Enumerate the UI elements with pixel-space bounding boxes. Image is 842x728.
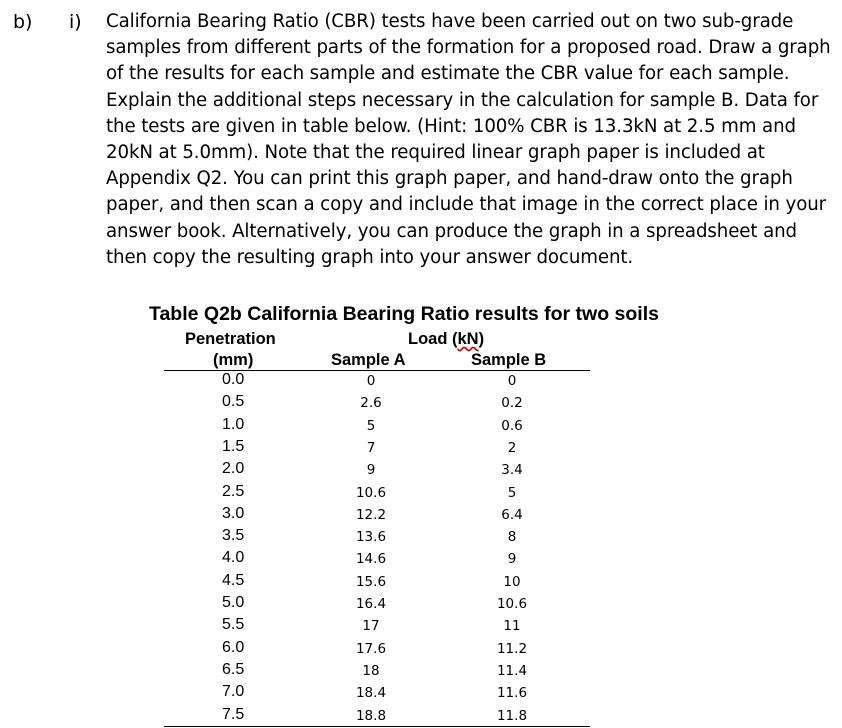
cell-penetration: 0.0 bbox=[222, 371, 245, 388]
cell-sample-b-value: 2 bbox=[507, 439, 517, 456]
cell-sample-b-value: 9 bbox=[507, 551, 517, 568]
table-title: Table Q2b California Bearing Ratio results for two soils bbox=[149, 303, 659, 325]
cell-penetration: 3.5 bbox=[222, 527, 245, 545]
cell-penetration: 4.5 bbox=[222, 571, 245, 589]
table-row bbox=[164, 705, 590, 727]
table-row bbox=[164, 415, 590, 437]
cell-penetration: 6.0 bbox=[222, 638, 245, 656]
table-row bbox=[164, 459, 590, 481]
cell-sample-a-value: 16.4 bbox=[355, 596, 387, 612]
cell-sample-a-value: 2.6 bbox=[360, 395, 382, 412]
cell-sample-b-value: 11.4 bbox=[496, 662, 528, 679]
cell-sample-a-value: 5 bbox=[366, 417, 376, 434]
cell-sample-a-value: 0 bbox=[366, 373, 376, 389]
cell-sample-b-value: 0.6 bbox=[501, 417, 523, 434]
table-row bbox=[164, 638, 590, 660]
table-bottom-rule bbox=[164, 726, 590, 727]
header-load-suffix: ) bbox=[478, 330, 485, 348]
cell-sample-b-value: 11.8 bbox=[496, 707, 528, 724]
table-row bbox=[164, 504, 590, 526]
cell-penetration: 3.0 bbox=[222, 504, 245, 522]
cell-penetration: 1.5 bbox=[222, 437, 245, 455]
cell-sample-b-value: 8 bbox=[507, 529, 517, 546]
table-row bbox=[164, 482, 590, 504]
question-sub-label: i) bbox=[69, 11, 82, 33]
cell-penetration: 4.0 bbox=[222, 549, 245, 567]
cell-sample-b-value: 11.6 bbox=[496, 685, 528, 702]
cell-penetration: 7.5 bbox=[222, 705, 245, 723]
cell-penetration: 0.5 bbox=[222, 393, 245, 411]
cell-penetration: 2.0 bbox=[222, 460, 245, 478]
header-sample-b: Sample B bbox=[471, 351, 547, 369]
cell-sample-a-value: 18.8 bbox=[355, 707, 387, 724]
header-load-unit: kN bbox=[457, 330, 479, 348]
cell-penetration: 7.0 bbox=[222, 683, 245, 701]
cell-sample-a-value: 13.6 bbox=[355, 529, 387, 546]
cell-sample-b-value: 11 bbox=[503, 618, 521, 635]
cell-sample-a-value: 18.4 bbox=[355, 685, 387, 702]
cell-sample-a-value: 17 bbox=[362, 618, 380, 635]
cell-penetration: 6.5 bbox=[222, 660, 245, 678]
table-row bbox=[164, 571, 590, 593]
cell-sample-a-value: 14.6 bbox=[355, 551, 387, 568]
table-row bbox=[164, 593, 590, 615]
cell-sample-b-value: 10 bbox=[503, 573, 521, 590]
table-row bbox=[164, 370, 590, 392]
header-penetration-unit: (mm) bbox=[213, 351, 254, 369]
cell-sample-a-value: 10.6 bbox=[355, 484, 387, 501]
cell-sample-b-value: 0 bbox=[507, 373, 517, 389]
cell-sample-b-value: 11.2 bbox=[496, 640, 528, 657]
table-row bbox=[164, 392, 590, 414]
table-row bbox=[164, 660, 590, 682]
cell-sample-a-value: 7 bbox=[366, 439, 376, 456]
cell-sample-a-value: 17.6 bbox=[355, 640, 387, 657]
cell-sample-b-value: 10.6 bbox=[496, 596, 528, 612]
table-row bbox=[164, 526, 590, 548]
question-part-label: b) bbox=[13, 11, 33, 33]
cell-sample-b-value: 5 bbox=[507, 484, 517, 501]
cell-sample-b-value: 3.4 bbox=[501, 462, 523, 479]
cell-penetration: 5.5 bbox=[222, 616, 245, 634]
header-penetration: Penetration bbox=[185, 330, 276, 348]
cell-sample-a-value: 12.2 bbox=[355, 506, 387, 523]
header-load-prefix: Load ( bbox=[408, 330, 458, 348]
table-row bbox=[164, 548, 590, 570]
cell-sample-a-value: 15.6 bbox=[355, 573, 387, 590]
cell-sample-b-value: 0.2 bbox=[501, 395, 523, 412]
cell-penetration: 2.5 bbox=[222, 482, 245, 500]
question-text: California Bearing Ratio (CBR) tests have been carried out on two sub-grade samples from different parts of the formation for a proposed road. Draw a graph of the results for each sample and estimate the CBR value for each sample. Explain the additional steps necessary in the calculation for sample B. Data for the tests are given in table below. (Hint: 100% CBR is 13.3kN at 2.5 mm and 20kN at 5.0mm). Note that the required linear graph paper is included at Appendix Q2. You can print this graph paper, and hand-draw onto the graph paper, and then scan a copy and include that image in the correct place in your answer book. Alternatively, you can produce the graph in a spreadsheet and then copy the resulting graph into your answer document. bbox=[106, 11, 831, 268]
header-sample-a: Sample A bbox=[331, 351, 406, 369]
table-row bbox=[164, 615, 590, 637]
cell-sample-a-value: 9 bbox=[366, 462, 376, 479]
header-load bbox=[408, 329, 484, 349]
cell-penetration: 1.0 bbox=[222, 415, 245, 433]
cell-sample-a-value: 18 bbox=[362, 662, 380, 679]
cell-sample-b-value: 6.4 bbox=[501, 506, 523, 523]
table-row bbox=[164, 682, 590, 704]
cell-penetration: 5.0 bbox=[222, 594, 245, 611]
table-row bbox=[164, 437, 590, 459]
